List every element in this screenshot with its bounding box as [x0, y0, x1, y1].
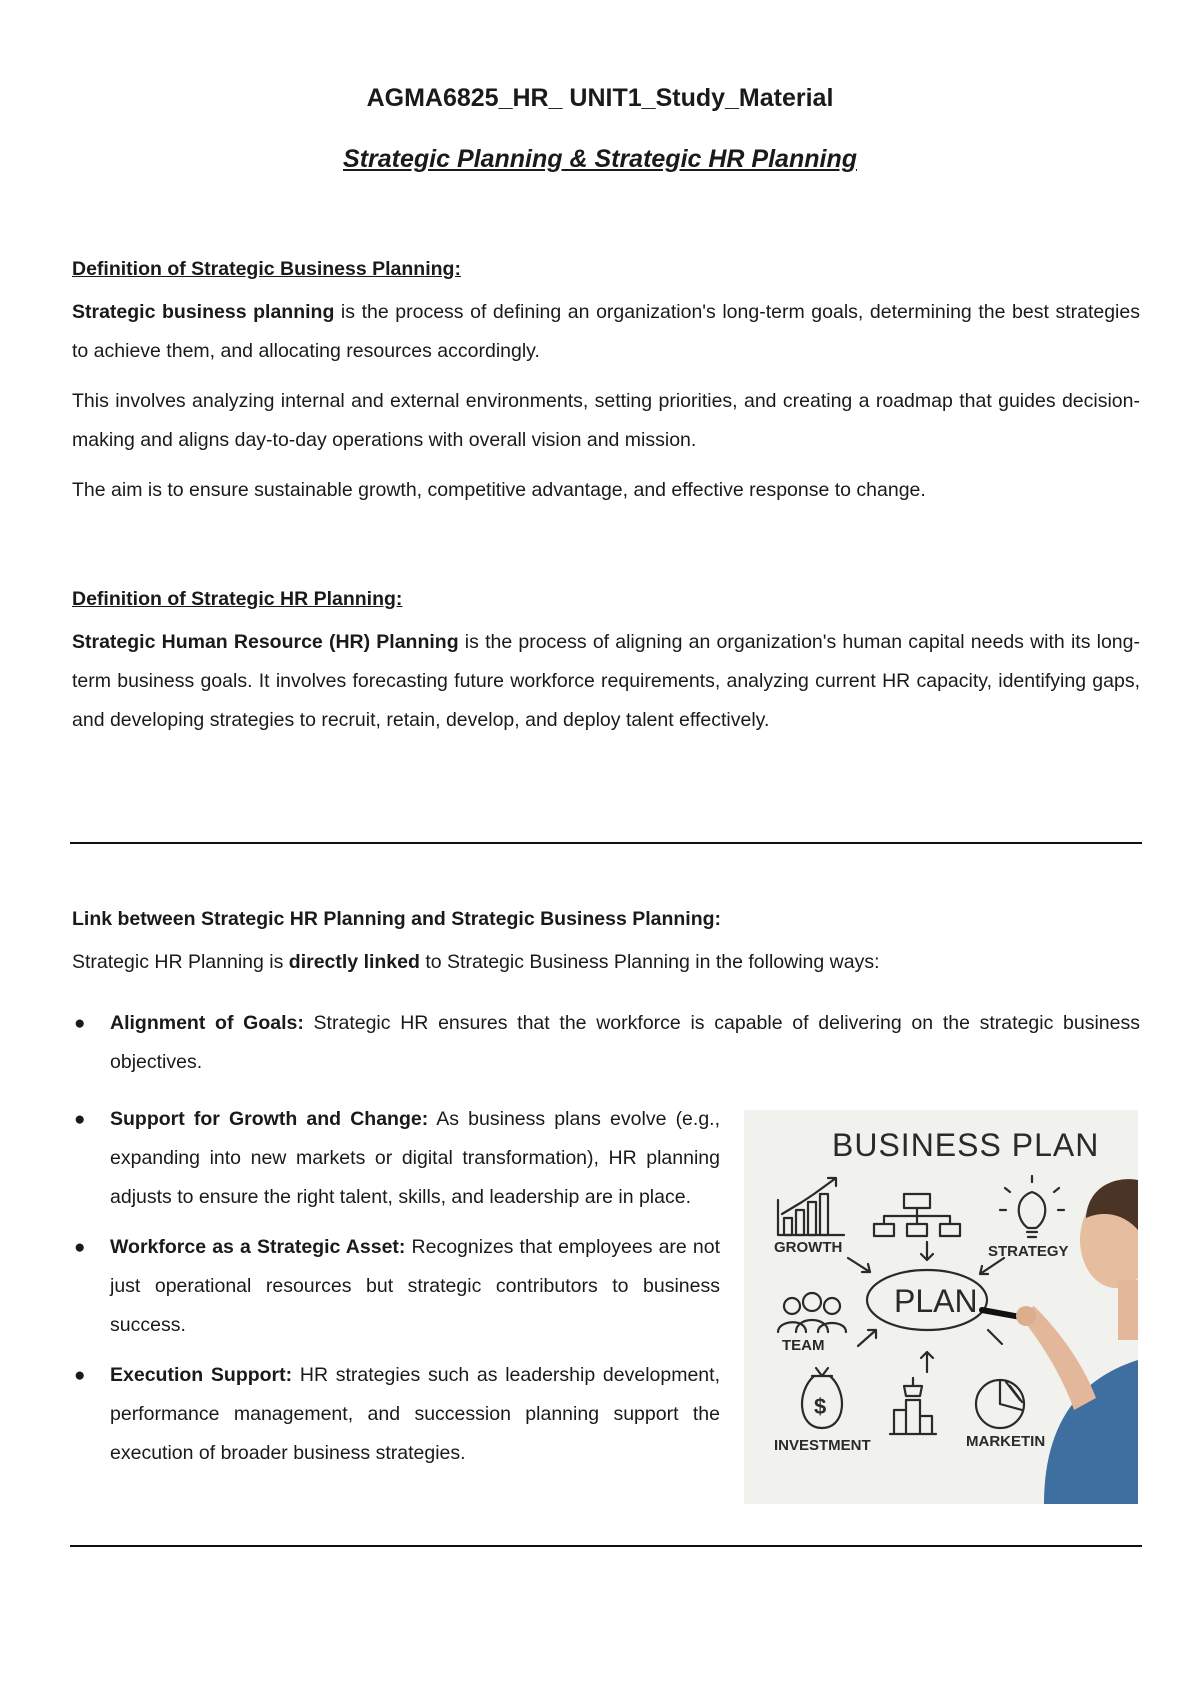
intro-text: Strategic HR Planning is	[72, 951, 289, 973]
divider	[70, 842, 1142, 844]
bullet-text: HR strategies such as leadership development, performance management, and succession planning support the execution of broader business strategies.	[110, 1364, 720, 1464]
paragraph: This involves analyzing internal and external environments, setting priorities, and creating a roadmap that guides decision-making and aligns day-to-day operations with overall vision and mission.	[72, 390, 1140, 451]
paragraph	[72, 943, 1140, 982]
bold-term: Strategic business planning	[72, 301, 335, 323]
label-team: TEAM	[782, 1337, 825, 1354]
paragraph-text: is the process of defining an organization's long-term goals, determining the best strategies to achieve them, and allocating resources accordingly.	[72, 301, 1140, 362]
label-investment: INVESTMENT	[774, 1437, 871, 1454]
bullet-bold: Execution Support:	[110, 1364, 293, 1386]
section-heading: Link between Strategic HR Planning and Strategic Business Planning:	[72, 908, 722, 930]
paragraph	[72, 623, 1140, 740]
paragraph: The aim is to ensure sustainable growth, competitive advantage, and effective response to change.	[72, 479, 926, 501]
section-heading: Definition of Strategic Business Planning:	[72, 258, 461, 280]
bullet-list-narrow	[72, 1100, 720, 1473]
label-plan: PLAN	[894, 1283, 978, 1319]
bullet-icon: ●	[74, 1013, 86, 1034]
bullet-list-full	[72, 1004, 1140, 1082]
business-plan-illustration	[744, 1110, 1138, 1504]
bullet-icon: ●	[74, 1365, 86, 1386]
bullet-icon: ●	[74, 1109, 86, 1130]
dollar-sign: $	[814, 1394, 827, 1419]
divider	[70, 1545, 1142, 1547]
bullet-text: Recognizes that employees are not just operational resources but strategic contributors to business success.	[110, 1236, 720, 1336]
section-heading: Definition of Strategic HR Planning:	[72, 588, 403, 610]
label-growth: GROWTH	[774, 1239, 843, 1256]
list-item	[72, 1100, 720, 1217]
document-subtitle: Strategic Planning & Strategic HR Planning	[343, 145, 857, 173]
list-item	[72, 1356, 720, 1473]
list-item	[72, 1004, 1140, 1082]
bullet-text: As business plans evolve (e.g., expanding into new markets or digital transformation), HR planning adjusts to ensure the right talent, skills, and leadership are in place.	[110, 1108, 720, 1208]
bullet-text: Strategic HR ensures that the workforce is capable of delivering on the strategic business objectives.	[110, 1012, 1140, 1073]
section-strategic-business-planning	[72, 258, 1140, 510]
list-item	[72, 1228, 720, 1345]
label-strategy: STRATEGY	[988, 1243, 1069, 1260]
bullet-bold: Alignment of Goals:	[110, 1012, 304, 1034]
business-plan-image	[744, 1110, 1138, 1504]
paragraph	[72, 293, 1140, 371]
paragraph-text: is the process of aligning an organization's human capital needs with its long-term business goals. It involves forecasting future workforce requirements, analyzing current HR capacity, identifying gaps, and developing strategies to recruit, retain, develop, and deploy talent effectively.	[72, 631, 1140, 731]
label-marketing: MARKETIN	[966, 1433, 1046, 1450]
section-link	[72, 908, 1140, 982]
section-strategic-hr-planning	[72, 588, 1140, 740]
bold-term: Strategic Human Resource (HR) Planning	[72, 631, 459, 653]
intro-text: to Strategic Business Planning in the following ways:	[419, 951, 880, 973]
document-title: AGMA6825_HR_ UNIT1_Study_Material	[366, 84, 834, 112]
bold-term: directly linked	[288, 951, 420, 973]
bullet-bold: Support for Growth and Change:	[110, 1108, 429, 1130]
bullet-bold: Workforce as a Strategic Asset:	[110, 1236, 406, 1258]
bullet-icon: ●	[74, 1237, 86, 1258]
whiteboard-title: BUSINESS PLAN	[832, 1127, 1100, 1163]
